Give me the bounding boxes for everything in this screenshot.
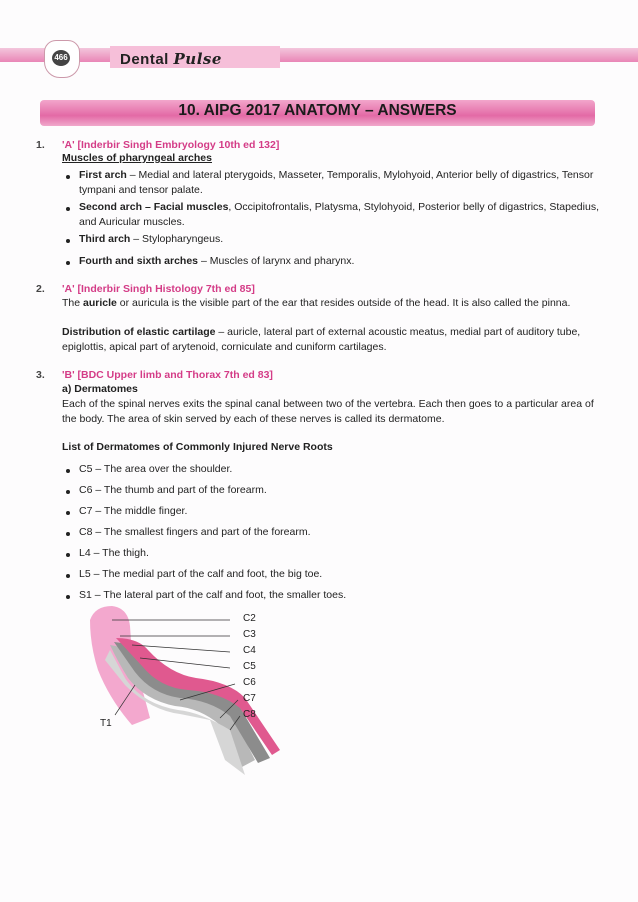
bullet <box>66 239 70 243</box>
q3-list-heading: List of Dermatomes of Commonly Injured Nerve Roots <box>62 441 333 453</box>
dermatome-figure <box>80 600 380 785</box>
dermatome-label-c3: C3 <box>243 629 256 640</box>
page-number: 466 <box>52 50 70 66</box>
q1-item-2: Second arch – Facial muscles, Occipitofrontalis, Platysma, Stylohyoid, Posterior belly of digastrics, Stapedius, <box>79 201 599 213</box>
brand-script: Pulse <box>173 50 222 68</box>
q2-line1: The auricle or auricula is the visible part of the ear that resides outside of the head. It is also called the pinna. <box>62 297 571 309</box>
dermatome-item: L4 – The thigh. <box>79 547 149 559</box>
q3-reference: 'B' [BDC Upper limb and Thorax 7th ed 83] <box>62 369 273 381</box>
dermatome-label-c5: C5 <box>243 661 256 672</box>
bullet <box>66 574 70 578</box>
q3-number: 3. <box>36 369 45 381</box>
q1-item-3: Third arch – Stylopharyngeus. <box>79 233 224 245</box>
q1-item-1: First arch – Medial and lateral pterygoids, Masseter, Temporalis, Mylohyoid, Anterior belly of digastrics, Tensor <box>79 169 594 181</box>
q1-heading: Muscles of pharyngeal arches <box>62 152 212 164</box>
q1-item-1-cont: tympani and tensor palate. <box>79 184 203 196</box>
section-title: 10. AIPG 2017 ANATOMY – ANSWERS <box>178 102 457 119</box>
bullet <box>66 469 70 473</box>
q2-number: 2. <box>36 283 45 295</box>
dermatome-label-c7: C7 <box>243 693 256 704</box>
dermatome-item: L5 – The medial part of the calf and foot, the big toe. <box>79 568 323 580</box>
dermatome-label-c4: C4 <box>243 645 256 656</box>
dermatome-item: C5 – The area over the shoulder. <box>79 463 233 475</box>
dermatome-item: C6 – The thumb and part of the forearm. <box>79 484 267 496</box>
q2-distribution-cont: epiglottis, apical part of arytenoid, corniculate and cuniform cartilages. <box>62 341 387 353</box>
dermatome-item: C8 – The smallest fingers and part of the forearm. <box>79 526 311 538</box>
bullet <box>66 553 70 557</box>
q2-distribution: Distribution of elastic cartilage – auricle, lateral part of external acoustic meatus, medial part of auditory tube, <box>62 326 581 338</box>
q1-item-4: Fourth and sixth arches – Muscles of larynx and pharynx. <box>79 255 355 267</box>
dermatome-label-t1: T1 <box>100 718 112 729</box>
q1-reference: 'A' [Inderbir Singh Embryology 10th ed 132] <box>62 139 280 151</box>
q1-number: 1. <box>36 139 45 151</box>
q1-item-2-cont: and Auricular muscles. <box>79 216 185 228</box>
dermatome-item: C7 – The middle finger. <box>79 505 188 517</box>
q3-paragraph-cont: the body. The area of skin served by each of these nerves is called its dermatome. <box>62 413 445 425</box>
bullet <box>66 595 70 599</box>
dermatome-label-c6: C6 <box>243 677 256 688</box>
header-band <box>0 48 638 62</box>
brand-title <box>120 50 222 68</box>
q2-reference: 'A' [Inderbir Singh Histology 7th ed 85] <box>62 283 255 295</box>
bullet <box>66 261 70 265</box>
bullet <box>66 207 70 211</box>
bullet <box>66 175 70 179</box>
dermatome-label-c8: C8 <box>243 709 256 720</box>
bullet <box>66 490 70 494</box>
bullet <box>66 532 70 536</box>
brand-word: Dental <box>120 51 169 68</box>
dermatome-label-c2: C2 <box>243 613 256 624</box>
q3-paragraph: Each of the spinal nerves exits the spinal canal between two of the vertebra. Each then goes to a particular area of <box>62 398 594 410</box>
bullet <box>66 511 70 515</box>
q3-subheading: a) Dermatomes <box>62 383 138 395</box>
dermatome-item: S1 – The lateral part of the calf and foot, the smaller toes. <box>79 589 347 601</box>
